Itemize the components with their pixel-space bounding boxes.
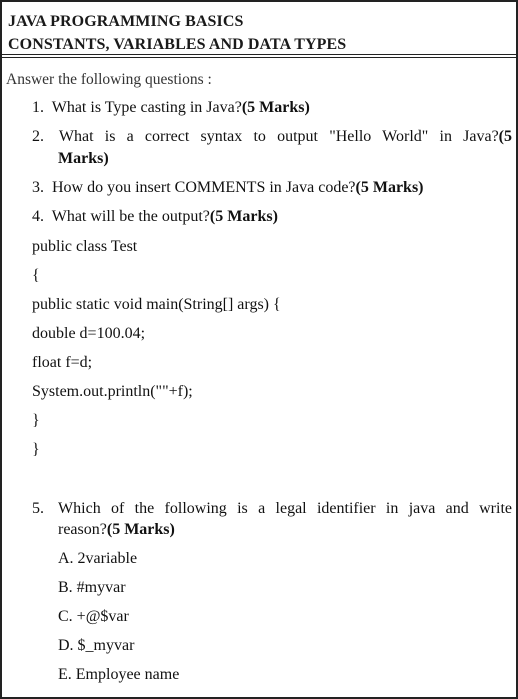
question-text: How do you insert COMMENTS in Java code? [52,179,356,196]
question-2-continued [58,150,109,168]
question-3 [32,179,424,197]
code-line: } [32,412,40,429]
instructions: Answer the following questions : [6,71,212,88]
code-line: { [32,267,40,284]
code-line: } [32,441,40,458]
option-c: C. +@$var [58,608,129,625]
code-line: public static void main(String[] args) { [32,296,281,313]
question-marks: (5 Marks) [209,208,278,225]
code-line: public class Test [32,238,138,255]
question-marks: (5 [498,128,512,145]
option-d: D. $_myvar [58,637,135,654]
header-subtitle: CONSTANTS, VARIABLES AND DATA TYPES [8,36,347,53]
question-number: 5. [32,500,44,517]
code-line: double d=100.04; [32,325,146,342]
question-marks: (5 Marks) [106,521,175,538]
question-marks: (5 Marks) [355,179,424,196]
question-number: 2. [32,128,44,145]
option-a: A. 2variable [58,550,138,567]
question-5 [32,500,512,518]
code-line: float f=d; [32,354,93,371]
question-4 [32,208,278,226]
question-5-continued [58,521,175,539]
question-number: 1. [32,99,44,116]
option-e: E. Employee name [58,666,180,683]
question-2 [32,128,512,146]
option-b: B. #myvar [58,579,126,596]
question-text: What will be the output? [51,208,210,225]
question-text: What is a correct syntax to output "Hello World" in Java? [58,128,499,145]
question-marks-continued: Marks) [58,150,109,167]
question-text: What is Type casting in Java? [51,99,242,116]
code-line: System.out.println(""+f); [32,383,193,400]
question-marks: (5 Marks) [241,99,310,116]
worksheet-header [2,2,516,58]
question-text-continued: reason? [58,521,107,538]
question-number: 4. [32,208,44,225]
question-1 [32,99,310,117]
question-number: 3. [32,179,44,196]
header-title: JAVA PROGRAMMING BASICS [8,13,244,30]
question-text: Which of the following is a legal identifier in java and write [58,500,512,517]
